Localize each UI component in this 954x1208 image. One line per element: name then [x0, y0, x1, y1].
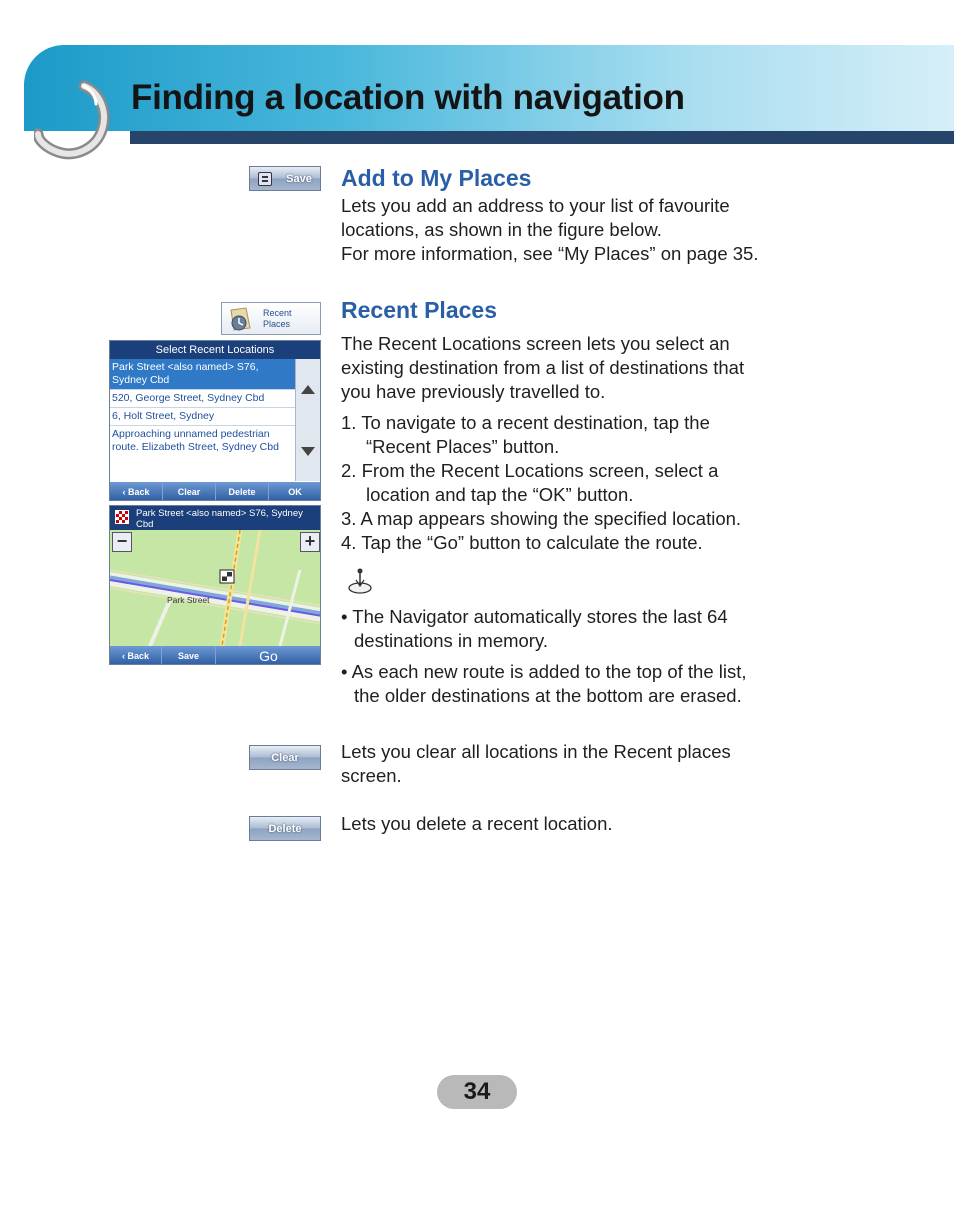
recent-locations-screenshot [109, 340, 321, 501]
save-button[interactable] [249, 166, 321, 191]
destination-flag-icon [115, 510, 129, 524]
map-toolbar [110, 646, 321, 665]
header-underline [130, 131, 954, 144]
save-button-label: Save [286, 172, 312, 185]
delete-button[interactable] [249, 816, 321, 841]
map-header: Park Street <also named> S76, Sydney Cbd [110, 506, 321, 530]
recent-places-intro: The Recent Locations screen lets you select an existing destination from a list of destinations that you have previously travelled to. [341, 333, 745, 402]
list-item[interactable]: Approaching unnamed pedestrian route. Elizabeth Street, Sydney Cbd [112, 428, 279, 453]
map-screenshot [109, 505, 321, 665]
zoom-in-icon[interactable]: + [300, 532, 320, 552]
map-view[interactable] [110, 530, 321, 646]
recent-locations-list [110, 359, 296, 481]
page-title: Finding a location with navigation [131, 78, 685, 117]
delete-description: Lets you delete a recent location. [341, 813, 613, 834]
screen-title: Select Recent Locations [110, 341, 320, 359]
clear-description: Lets you clear all locations in the Recent places screen. [341, 741, 731, 786]
recent-places-notes: • The Navigator automatically stores the last 64 destinations in memory. • As each new route is added to the top of the list, the older destinations at the bottom are erased. [341, 606, 747, 706]
clear-button[interactable] [249, 745, 321, 770]
list-item[interactable]: Park Street <also named> S76, Sydney Cbd [110, 359, 296, 390]
clear-button-label: Clear [271, 751, 299, 764]
list-item[interactable]: 6, Holt Street, Sydney [110, 408, 296, 426]
add-to-my-places-heading: Add to My Places [341, 165, 532, 191]
scroll-down-icon[interactable] [301, 447, 315, 456]
recent-places-button-label: Recent Places [263, 307, 292, 329]
note-pin-icon [346, 566, 374, 596]
add-to-my-places-description: Lets you add an address to your list of favourite locations, as shown in the figure below. For more information, see “My Places” on page 35. [341, 195, 759, 264]
clear-button-small[interactable]: Clear [163, 482, 216, 501]
page-number: 34 [437, 1075, 517, 1109]
go-button[interactable]: Go [216, 646, 321, 665]
recent-places-steps: 1. To navigate to a recent destination, tap the “Recent Places” button. 2. From the Recent Locations screen, select a location and tap the “OK” button. 3. A map appears showing the specified location. 4. Tap the “Go” button to calculate the route. [341, 412, 742, 553]
back-button[interactable]: ‹ Back [110, 482, 163, 501]
binder-ring-icon [34, 78, 114, 162]
save-icon [258, 172, 272, 186]
screen-toolbar [110, 482, 321, 501]
zoom-out-icon[interactable]: − [112, 532, 132, 552]
delete-button-small[interactable]: Delete [216, 482, 269, 501]
back-button[interactable]: ‹ Back [110, 646, 162, 665]
scroll-up-icon[interactable] [301, 385, 315, 394]
save-button-small[interactable]: Save [162, 646, 216, 665]
ok-button[interactable]: OK [269, 482, 321, 501]
recent-places-button[interactable] [221, 302, 321, 335]
list-scrollbar[interactable] [295, 359, 320, 481]
list-item[interactable]: 520, George Street, Sydney Cbd [110, 390, 296, 408]
recent-places-heading: Recent Places [341, 297, 497, 323]
map-street-label: Park Street [167, 595, 210, 605]
delete-button-label: Delete [268, 822, 302, 835]
clock-folder-icon [228, 306, 256, 332]
